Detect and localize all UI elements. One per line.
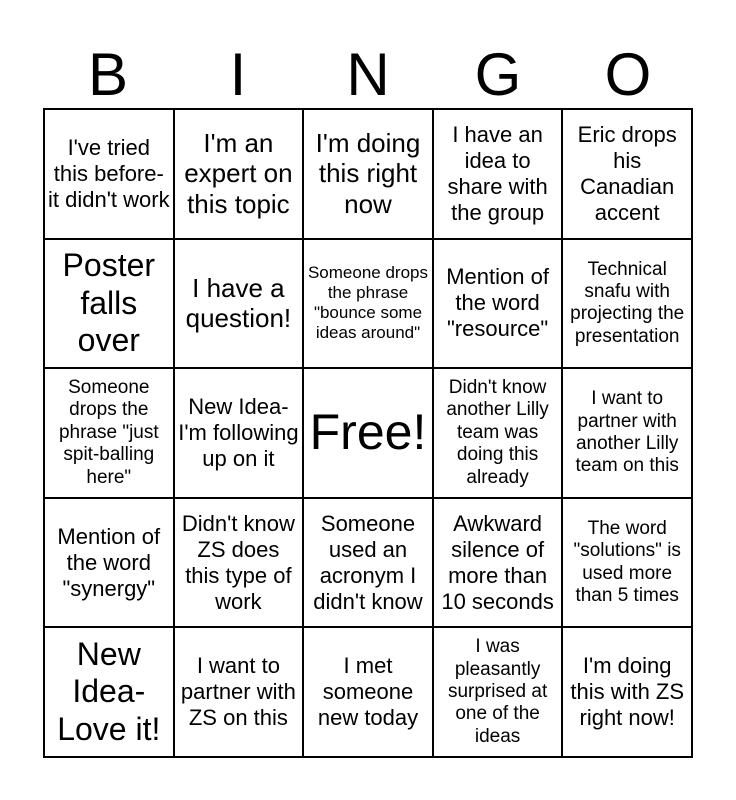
bingo-cell[interactable]: I'm an expert on this topic <box>174 109 304 239</box>
bingo-cell[interactable]: Mention of the word "resource" <box>433 239 563 369</box>
header-letter-n: N <box>346 41 390 108</box>
header-letter-o: O <box>604 41 652 108</box>
bingo-cell[interactable]: I've tried this before- it didn't work <box>44 109 174 239</box>
header-letter-b: B <box>87 41 129 108</box>
bingo-cell[interactable]: Poster falls over <box>44 239 174 369</box>
bingo-cell[interactable]: Mention of the word "synergy" <box>44 498 174 628</box>
bingo-board <box>43 108 693 758</box>
bingo-cell[interactable]: The word "solutions" is used more than 5 times <box>562 498 692 628</box>
bingo-cell[interactable]: New Idea- Love it! <box>44 627 174 757</box>
bingo-cell[interactable]: Someone used an acronym I didn't know <box>303 498 433 628</box>
bingo-cell[interactable]: I was pleasantly surprised at one of the ideas <box>433 627 563 757</box>
bingo-cell[interactable]: Technical snafu with projecting the presentation <box>562 239 692 369</box>
header-letter-g: G <box>474 41 522 108</box>
bingo-cell[interactable]: I have an idea to share with the group <box>433 109 563 239</box>
bingo-cell[interactable]: Someone drops the phrase "bounce some ideas around" <box>303 239 433 369</box>
header-letter-i: I <box>229 41 247 108</box>
bingo-cell[interactable]: I'm doing this right now <box>303 109 433 239</box>
bingo-cell[interactable]: Eric drops his Canadian accent <box>562 109 692 239</box>
bingo-cell[interactable]: I want to partner with ZS on this <box>174 627 304 757</box>
free-cell[interactable]: Free! <box>303 368 433 498</box>
bingo-cell[interactable]: Didn't know ZS does this type of work <box>174 498 304 628</box>
bingo-header <box>43 40 693 106</box>
bingo-cell[interactable]: New Idea- I'm following up on it <box>174 368 304 498</box>
bingo-cell[interactable]: I'm doing this with ZS right now! <box>562 627 692 757</box>
bingo-cell[interactable]: Awkward silence of more than 10 seconds <box>433 498 563 628</box>
bingo-cell[interactable]: Didn't know another Lilly team was doing this already <box>433 368 563 498</box>
bingo-cell[interactable]: I met someone new today <box>303 627 433 757</box>
bingo-cell[interactable]: I want to partner with another Lilly team on this <box>562 368 692 498</box>
bingo-cell[interactable]: I have a question! <box>174 239 304 369</box>
bingo-cell[interactable]: Someone drops the phrase "just spit-balling here" <box>44 368 174 498</box>
